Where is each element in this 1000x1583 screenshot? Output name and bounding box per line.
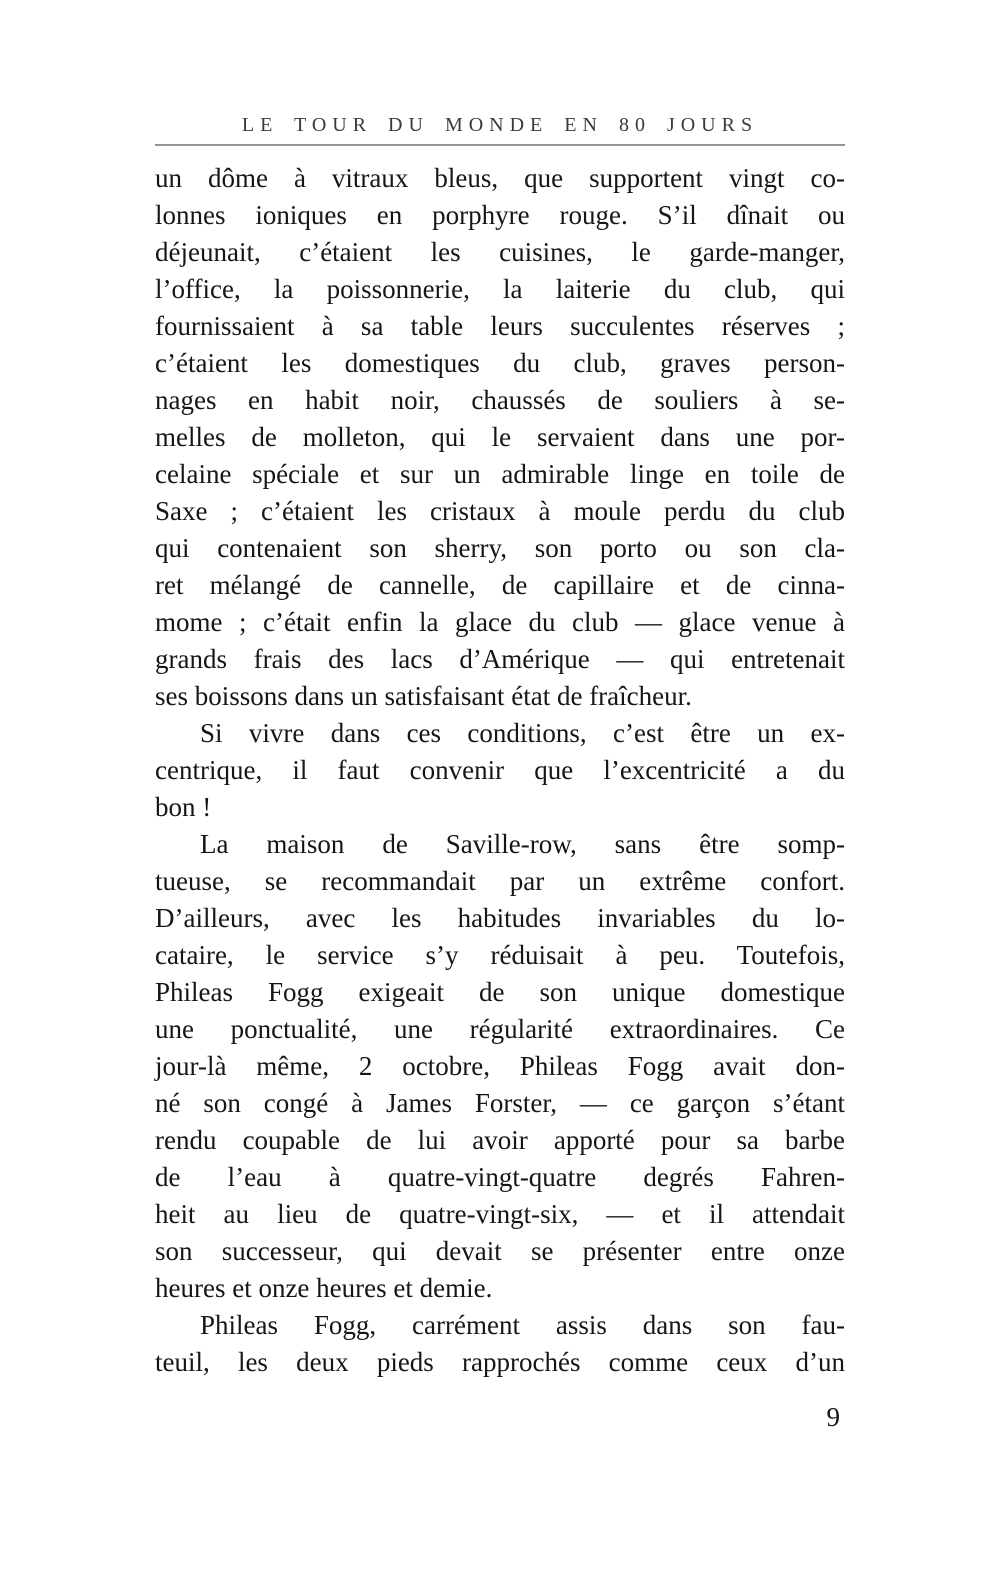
body-text [155,160,845,1381]
text-line: grands frais des lacs d’Amérique — qui entretenait [155,644,845,674]
page-header [155,0,845,146]
text-line: bon ! [155,792,212,822]
text-line: Si vivre dans ces conditions, c’est être un ex- [200,718,845,748]
text-line: un dôme à vitraux bleus, que supportent vingt co- [155,163,845,193]
text-line: celaine spéciale et sur un admirable linge en toile de [155,459,845,489]
text-line: nages en habit noir, chaussés de souliers à se- [155,385,845,415]
page-number: 9 [826,1402,840,1432]
running-header: LE TOUR DU MONDE EN 80 JOURS [241,114,759,136]
text-line: tueuse, se recommandait par un extrême confort. [155,866,845,896]
text-line: déjeunait, c’étaient les cuisines, le garde-manger, [155,237,845,267]
text-line: cataire, le service s’y réduisait à peu. Toutefois, [155,940,845,970]
header-rule [155,144,845,146]
paragraph [155,826,845,1307]
text-line: rendu coupable de lui avoir apporté pour sa barbe [155,1125,845,1155]
text-line: mome ; c’était enfin la glace du club — glace venue à [155,607,845,637]
text-line: qui contenaient son sherry, son porto ou son cla- [155,533,845,563]
text-line: heit au lieu de quatre-vingt-six, — et il attendait [155,1199,845,1229]
text-line: de l’eau à quatre-vingt-quatre degrés Fahren- [155,1162,845,1192]
text-line: Saxe ; c’étaient les cristaux à moule perdu du club [155,496,845,526]
paragraph [155,715,845,826]
text-line: Phileas Fogg, carrément assis dans son fau- [200,1310,845,1340]
text-line: teuil, les deux pieds rapprochés comme ceux d’un [155,1347,845,1377]
paragraph [155,160,845,715]
text-line: fournissaient à sa table leurs succulentes réserves ; [155,311,845,341]
text-line: centrique, il faut convenir que l’excentricité a du [155,755,845,785]
text-line: ses boissons dans un satisfaisant état de fraîcheur. [155,681,692,711]
text-line: l’office, la poissonnerie, la laiterie du club, qui [155,274,845,304]
text-line: La maison de Saville-row, sans être somp- [200,829,845,859]
text-line: melles de molleton, qui le servaient dans une por- [155,422,845,452]
text-line: né son congé à James Forster, — ce garçon s’étant [155,1088,845,1118]
text-line: lonnes ioniques en porphyre rouge. S’il dînait ou [155,200,845,230]
text-line: D’ailleurs, avec les habitudes invariables du lo- [155,903,845,933]
text-line: Phileas Fogg exigeait de son unique domestique [155,977,845,1007]
text-line: une ponctualité, une régularité extraordinaires. Ce [155,1014,845,1044]
text-line: c’étaient les domestiques du club, graves person- [155,348,845,378]
text-line: heures et onze heures et demie. [155,1273,493,1303]
text-column [155,0,845,1381]
text-line: jour-là même, 2 octobre, Phileas Fogg avait don- [155,1051,845,1081]
text-line: ret mélangé de cannelle, de capillaire et de cinna- [155,570,845,600]
paragraph [155,1307,845,1381]
text-line: son successeur, qui devait se présenter entre onze [155,1236,845,1266]
